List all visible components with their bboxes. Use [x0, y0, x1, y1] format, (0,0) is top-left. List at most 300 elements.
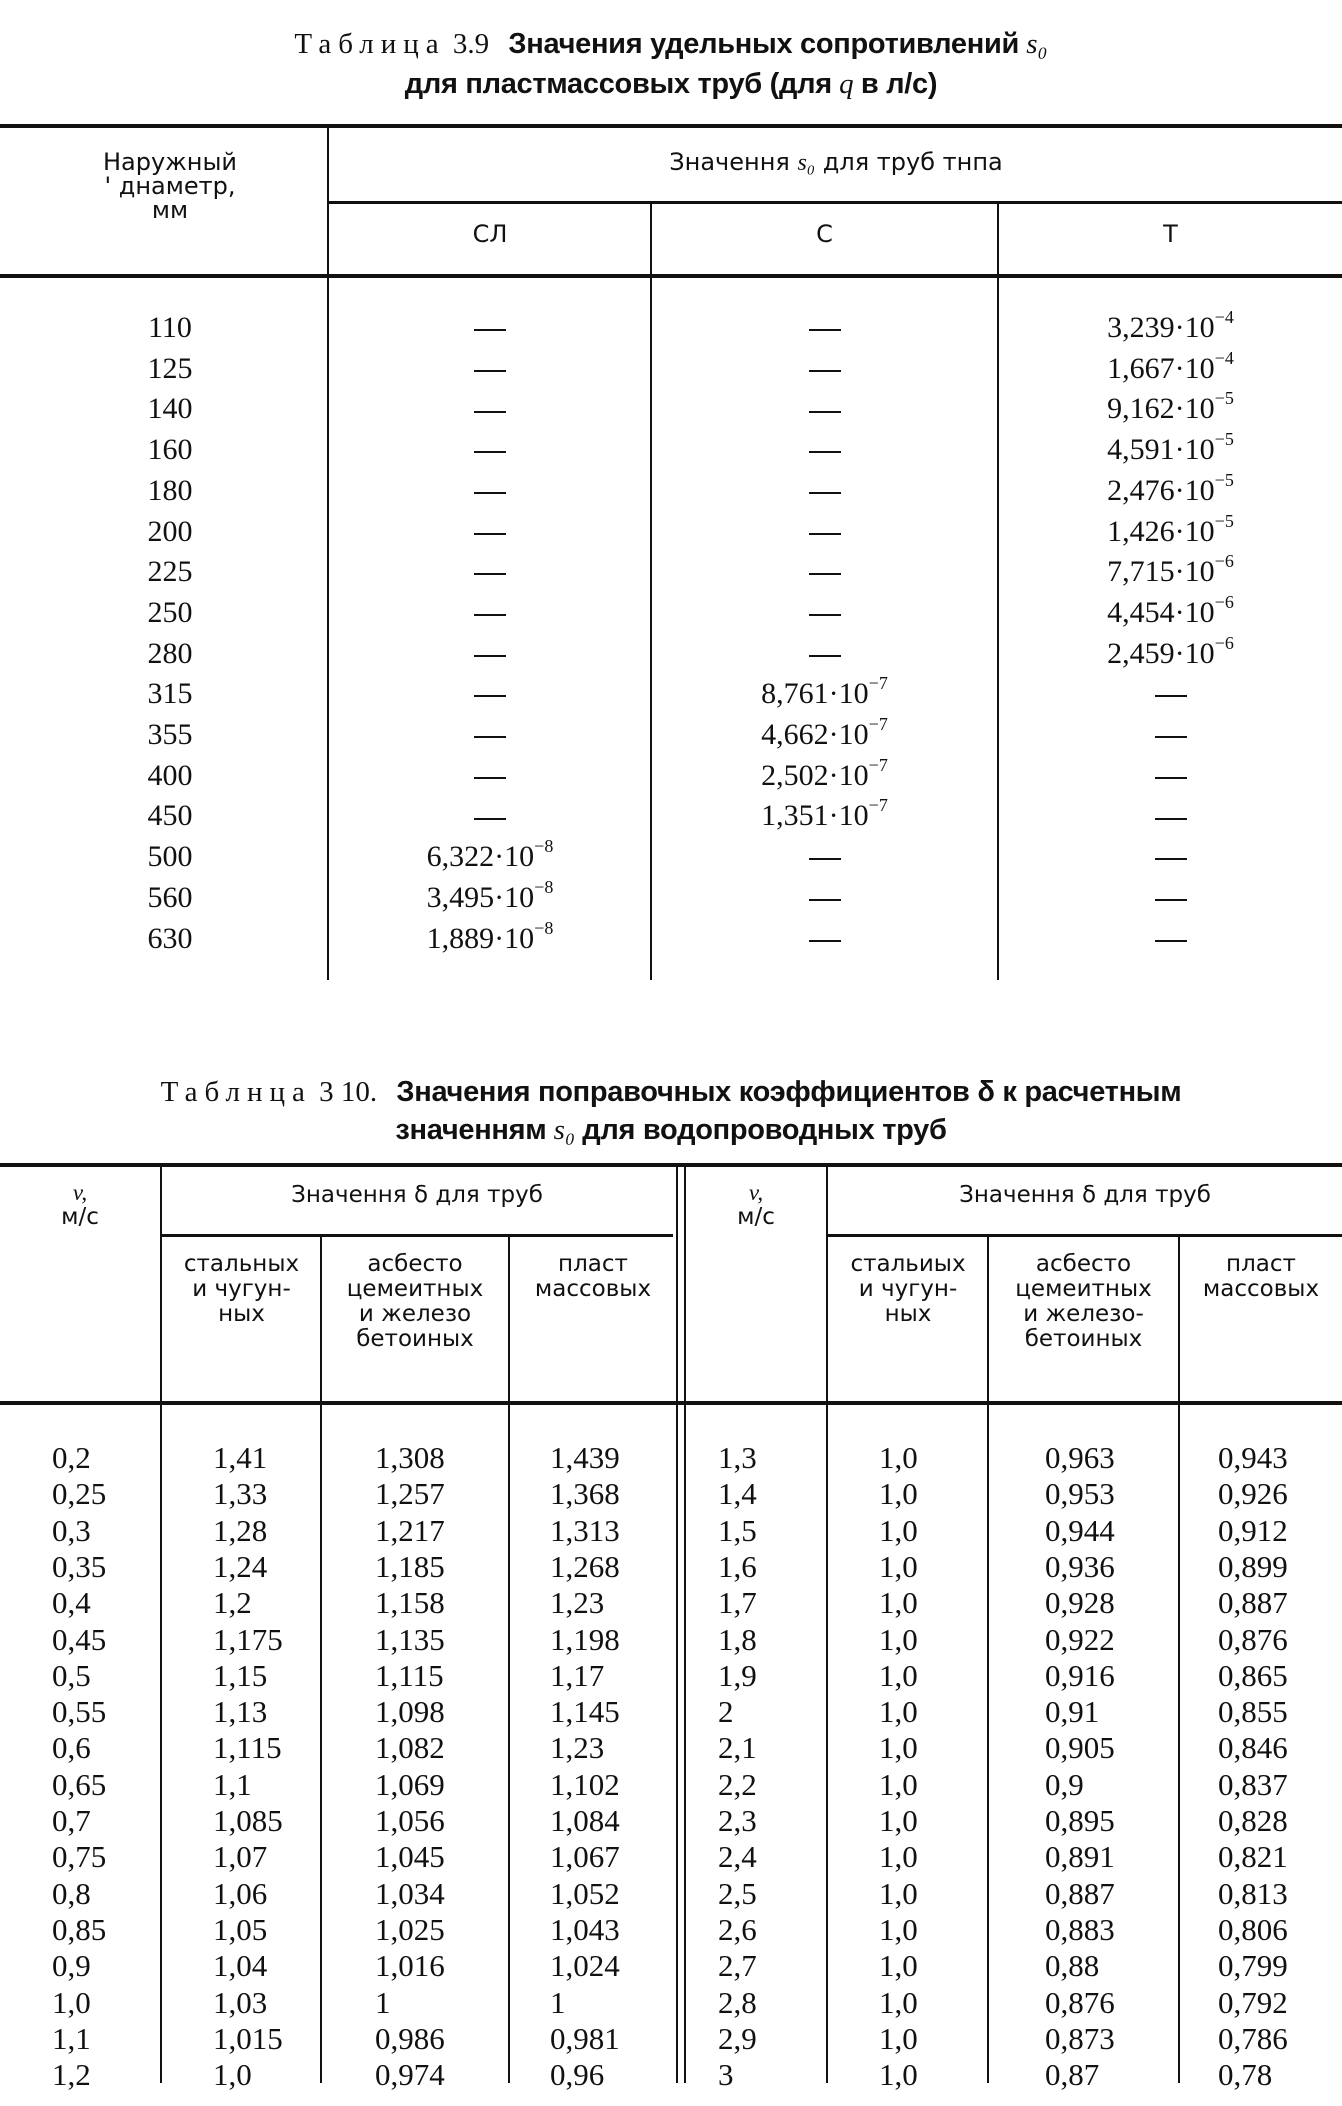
- plastic-cell: 1: [550, 1984, 566, 2020]
- plastic-cell: 1,102: [550, 1766, 620, 1802]
- t310-header-bottom-rule: [0, 1401, 1342, 1405]
- velocity-cell: 1,3: [718, 1440, 757, 1475]
- header-line: и железо-: [1023, 1301, 1144, 1327]
- t310-right-header-asbestos: [989, 1252, 1178, 1352]
- exponent: −8: [534, 876, 554, 897]
- plastic-cell: 1,268: [550, 1548, 620, 1584]
- empty-dash: [1155, 940, 1187, 942]
- asbestos-cell: 0,873: [1045, 2020, 1115, 2056]
- steel-cell: 1,28: [213, 1512, 268, 1548]
- type-sl-cell: [330, 878, 650, 919]
- asbestos-cell: 0,916: [1045, 1657, 1115, 1693]
- plastic-cell: 0,846: [1218, 1730, 1288, 1766]
- steel-cell: 1,33: [213, 1476, 268, 1512]
- steel-cell: 1,0: [879, 1440, 918, 1475]
- t310-left-header-asbestos: [322, 1252, 508, 1352]
- mantissa: 8,761·10: [761, 677, 869, 711]
- velocity-cell: 0,75: [52, 1839, 107, 1875]
- plastic-cell: 0,837: [1218, 1766, 1288, 1802]
- type-s-cell: [652, 756, 997, 797]
- steel-cell: 1,05: [213, 1911, 268, 1947]
- caption-title-line2-suffix: в л/с): [860, 68, 938, 100]
- steel-cell: 1,0: [879, 1766, 918, 1802]
- plastic-cell: 1,043: [550, 1911, 620, 1947]
- velocity-cell: 0,2: [52, 1440, 91, 1475]
- empty-dash: [474, 777, 506, 779]
- velocity-cell: 0,35: [52, 1548, 107, 1584]
- type-s-cell: [652, 674, 997, 715]
- steel-cell: 1,2: [213, 1585, 252, 1621]
- asbestos-cell: 0,953: [1045, 1476, 1115, 1512]
- velocity-cell: 1,1: [52, 2020, 91, 2056]
- velocity-cell: 1,5: [718, 1512, 757, 1548]
- plastic-cell: 0,981: [550, 2020, 620, 2056]
- plastic-cell: 1,23: [550, 1585, 605, 1621]
- t310-left-header-steel: [163, 1252, 320, 1327]
- steel-cell: 1,085: [213, 1803, 283, 1838]
- header-line: асбесто: [367, 1251, 463, 1277]
- empty-dash: [809, 614, 841, 616]
- empty-dash: [809, 533, 841, 535]
- plastic-cell: 0,813: [1218, 1875, 1288, 1911]
- header-line: и чугун-: [192, 1276, 291, 1302]
- empty-dash: [809, 940, 841, 942]
- mantissa: 3,239·10: [1107, 311, 1215, 344]
- velocity-cell: 2,1: [718, 1730, 757, 1766]
- plastic-cell: 0,865: [1218, 1657, 1288, 1693]
- plastic-cell: 0,926: [1218, 1476, 1288, 1512]
- type-t-cell: [999, 715, 1342, 756]
- steel-cell: 1,24: [213, 1548, 268, 1584]
- t310-right-divider-v: [826, 1165, 828, 2083]
- exponent: −4: [1214, 307, 1234, 327]
- asbestos-cell: 1,115: [375, 1657, 444, 1693]
- type-sl-cell: [330, 308, 650, 349]
- type-t-cell: [999, 389, 1342, 430]
- header-line: и железо: [358, 1301, 472, 1327]
- header-line: ных: [218, 1301, 265, 1327]
- asbestos-cell: 0,9: [1045, 1766, 1084, 1802]
- asbestos-cell: 0,986: [375, 2020, 445, 2056]
- empty-dash: [474, 370, 506, 372]
- mantissa: 6,322·10: [426, 840, 535, 874]
- asbestos-cell: 0,87: [1045, 2057, 1100, 2093]
- steel-cell: 1,0: [879, 1621, 918, 1657]
- exponent: −7: [868, 673, 888, 694]
- asbestos-cell: 0,91: [1045, 1694, 1100, 1730]
- diameter-cell: 280: [147, 636, 193, 670]
- header-line: цемеитных: [346, 1276, 484, 1302]
- header-line: массовых: [1202, 1276, 1320, 1302]
- diameter-cell: 355: [147, 718, 193, 751]
- steel-cell: 1,0: [879, 1657, 918, 1693]
- asbestos-cell: 1,045: [375, 1839, 445, 1875]
- type-s-cell: [652, 634, 997, 675]
- steel-cell: 1,07: [213, 1839, 268, 1875]
- steel-cell: 1,0: [879, 1875, 918, 1911]
- steel-cell: 1,41: [213, 1440, 268, 1475]
- plastic-cell: 0,96: [550, 2057, 605, 2093]
- t310-left-divider-v: [160, 1165, 162, 2083]
- velocity-cell: 0,4: [52, 1585, 91, 1621]
- type-sl-cell: [330, 715, 650, 756]
- t310-left-divider-2: [508, 1236, 510, 2083]
- velocity-cell: 0,3: [52, 1512, 91, 1548]
- mantissa: 9,162·10: [1107, 392, 1215, 426]
- velocity-cell: 0,65: [52, 1766, 107, 1802]
- diameter-cell: 450: [147, 799, 193, 833]
- empty-dash: [474, 492, 506, 494]
- type-t-cell: [999, 430, 1342, 471]
- t39-col-divider-1: [327, 126, 329, 980]
- mantissa: 1,889·10: [426, 921, 535, 955]
- type-sl-cell: [330, 430, 650, 471]
- asbestos-cell: 0,922: [1045, 1621, 1115, 1657]
- t39-header-diameter: [40, 150, 300, 222]
- empty-dash: [1155, 858, 1187, 860]
- t39-sub-rule: [328, 201, 1342, 204]
- caption-number: 3.9: [452, 28, 490, 60]
- type-sl-cell: [330, 552, 650, 593]
- type-t-cell: [999, 349, 1342, 390]
- t310-right-header-velocity: [686, 1180, 826, 1230]
- exponent: −6: [1214, 632, 1234, 653]
- exponent: −6: [1214, 591, 1234, 612]
- caption-number: 3 10.: [319, 1076, 378, 1108]
- asbestos-cell: 1,158: [375, 1585, 445, 1621]
- t310-right-header-plastic: [1180, 1252, 1342, 1302]
- velocity-unit: м/с: [61, 1204, 99, 1230]
- velocity-cell: 0,7: [52, 1803, 91, 1838]
- empty-dash: [1155, 777, 1187, 779]
- steel-cell: 1,0: [879, 2020, 918, 2056]
- header-line: асбесто: [1035, 1251, 1132, 1277]
- t310-double-divider-b: [684, 1165, 686, 2083]
- velocity-cell: 0,85: [52, 1911, 107, 1947]
- t310-sub-rule-left: [160, 1234, 673, 1237]
- diameter-cell: 160: [147, 433, 193, 467]
- plastic-cell: 0,943: [1218, 1440, 1288, 1475]
- caption-symbol: s₀: [553, 1114, 576, 1146]
- empty-dash: [474, 655, 506, 657]
- t310-right-header-group: Значення δ для труб: [959, 1182, 1211, 1208]
- t39-header-type-sl: СЛ: [472, 220, 508, 248]
- steel-cell: 1,0: [879, 1911, 918, 1947]
- type-sl-cell: [330, 756, 650, 797]
- type-sl-cell: [330, 919, 650, 960]
- type-t-cell: [999, 308, 1342, 349]
- velocity-cell: 2,2: [718, 1766, 757, 1802]
- caption-title-line2-suffix: для водопроводных труб: [582, 1114, 947, 1146]
- type-s-cell: [652, 471, 997, 512]
- empty-dash: [474, 533, 506, 535]
- type-sl-cell: [330, 512, 650, 553]
- exponent: −4: [1214, 347, 1234, 368]
- steel-cell: 1,0: [879, 1839, 918, 1875]
- type-sl-cell: [330, 389, 650, 430]
- plastic-cell: 1,024: [550, 1948, 620, 1984]
- velocity-cell: 2,8: [718, 1984, 757, 2020]
- velocity-cell: 1,4: [718, 1476, 757, 1512]
- type-t-cell: [999, 837, 1342, 878]
- header-line: пласт: [1226, 1251, 1296, 1277]
- type-t-cell: [999, 471, 1342, 512]
- steel-cell: 1,04: [213, 1948, 268, 1984]
- velocity-cell: 1,9: [718, 1657, 757, 1693]
- asbestos-cell: 0,963: [1045, 1440, 1115, 1475]
- table-3-10-caption-line2: [0, 1110, 1342, 1150]
- steel-cell: 1,175: [213, 1621, 283, 1657]
- diameter-cell: 630: [147, 921, 193, 955]
- velocity-cell: 0,25: [52, 1476, 107, 1512]
- mantissa: 4,662·10: [761, 718, 869, 751]
- plastic-cell: 1,198: [550, 1621, 620, 1657]
- empty-dash: [809, 573, 841, 575]
- type-sl-cell: [330, 593, 650, 634]
- exponent: −6: [1214, 551, 1234, 572]
- asbestos-cell: 1,308: [375, 1440, 445, 1475]
- t39-header-bottom-rule: [0, 274, 1342, 278]
- asbestos-cell: 1,257: [375, 1476, 445, 1512]
- t310-left-header-plastic: [510, 1252, 676, 1302]
- diameter-cell: 180: [147, 473, 193, 507]
- velocity-unit: м/с: [737, 1204, 775, 1230]
- mantissa: 4,591·10: [1107, 433, 1215, 467]
- exponent: −5: [1214, 429, 1234, 450]
- header-line: пласт: [558, 1251, 628, 1277]
- table-3-10-caption: [0, 1072, 1342, 1112]
- steel-cell: 1,0: [879, 1803, 918, 1838]
- plastic-cell: 0,799: [1218, 1948, 1288, 1984]
- header-line: массовых: [534, 1276, 652, 1302]
- header-line: ' днаметр,: [104, 172, 236, 200]
- type-sl-cell: [330, 837, 650, 878]
- mantissa: 4,454·10: [1107, 595, 1215, 629]
- asbestos-cell: 0,883: [1045, 1911, 1115, 1947]
- diameter-cell: 500: [147, 840, 193, 874]
- steel-cell: 1,0: [879, 1585, 918, 1621]
- asbestos-cell: 1,016: [375, 1948, 445, 1984]
- diameter-cell: 315: [147, 677, 193, 711]
- empty-dash: [809, 451, 841, 453]
- empty-dash: [1155, 736, 1187, 738]
- mantissa: 2,502·10: [761, 758, 869, 792]
- empty-dash: [474, 329, 506, 331]
- velocity-cell: 1,6: [718, 1548, 757, 1584]
- diameter-cell: 400: [147, 758, 193, 792]
- asbestos-cell: 0,895: [1045, 1803, 1115, 1838]
- velocity-cell: 1,7: [718, 1585, 757, 1621]
- caption-title-line1: Значения удельных сопротивлений: [508, 28, 1020, 60]
- asbestos-cell: 1,056: [375, 1803, 445, 1838]
- empty-dash: [809, 899, 841, 901]
- steel-cell: 1,13: [213, 1694, 268, 1730]
- type-s-cell: [652, 430, 997, 471]
- t310-right-divider-1: [987, 1236, 989, 2083]
- asbestos-cell: 0,876: [1045, 1984, 1115, 2020]
- velocity-cell: 0,8: [52, 1875, 91, 1911]
- empty-dash: [1155, 818, 1187, 820]
- empty-dash: [474, 451, 506, 453]
- plastic-cell: 1,368: [550, 1476, 620, 1512]
- velocity-cell: 0,9: [52, 1948, 91, 1984]
- type-sl-cell: [330, 634, 650, 675]
- steel-cell: 1,015: [213, 2020, 283, 2056]
- diameter-cell: 110: [148, 311, 192, 344]
- empty-dash: [1155, 695, 1187, 697]
- asbestos-cell: 1,082: [375, 1730, 445, 1766]
- velocity-cell: 2,6: [718, 1911, 757, 1947]
- plastic-cell: 0,887: [1218, 1585, 1288, 1621]
- plastic-cell: 0,912: [1218, 1512, 1288, 1548]
- t310-left-header-group: Значення δ для труб: [291, 1182, 543, 1208]
- plastic-cell: 0,821: [1218, 1839, 1288, 1875]
- velocity-cell: 1,8: [718, 1621, 757, 1657]
- asbestos-cell: 0,974: [375, 2057, 445, 2093]
- steel-cell: 1,06: [213, 1875, 268, 1911]
- type-s-cell: [652, 349, 997, 390]
- header-line: Наружный: [102, 148, 238, 176]
- caption-label: Таблица: [294, 28, 446, 60]
- velocity-symbol: v,: [72, 1180, 88, 1205]
- mantissa: 2,459·10: [1107, 636, 1215, 670]
- steel-cell: 1,03: [213, 1984, 268, 2020]
- asbestos-cell: 0,891: [1045, 1839, 1115, 1875]
- empty-dash: [809, 370, 841, 372]
- asbestos-cell: 0,88: [1045, 1948, 1100, 1984]
- empty-dash: [474, 695, 506, 697]
- asbestos-cell: 1,135: [375, 1621, 445, 1657]
- steel-cell: 1,0: [879, 1476, 918, 1512]
- exponent: −5: [1214, 388, 1234, 409]
- asbestos-cell: 1,025: [375, 1911, 445, 1947]
- header-line: ных: [884, 1301, 932, 1327]
- plastic-cell: 0,828: [1218, 1803, 1288, 1838]
- empty-dash: [474, 411, 506, 413]
- exponent: −5: [1214, 469, 1234, 490]
- diameter-cell: 200: [147, 514, 193, 548]
- header-line: мм: [151, 196, 189, 224]
- velocity-cell: 2,7: [718, 1948, 757, 1984]
- type-t-cell: [999, 878, 1342, 919]
- plastic-cell: 1,067: [550, 1839, 620, 1875]
- plastic-cell: 1,23: [550, 1730, 605, 1766]
- empty-dash: [474, 818, 506, 820]
- asbestos-cell: 0,936: [1045, 1548, 1115, 1584]
- type-s-cell: [652, 715, 997, 756]
- velocity-symbol: v,: [748, 1180, 764, 1205]
- exponent: −8: [534, 917, 554, 938]
- velocity-cell: 2,4: [718, 1839, 757, 1875]
- type-t-cell: [999, 674, 1342, 715]
- type-t-cell: [999, 634, 1342, 675]
- diameter-cell: 250: [147, 595, 193, 629]
- type-t-cell: [999, 593, 1342, 634]
- plastic-cell: 0,806: [1218, 1911, 1288, 1947]
- type-sl-cell: [330, 674, 650, 715]
- mantissa: 2,476·10: [1107, 473, 1215, 507]
- t310-double-divider-a: [676, 1165, 678, 2083]
- group-suffix: для труб тнпа: [822, 148, 1003, 176]
- type-s-cell: [652, 389, 997, 430]
- velocity-cell: 1,0: [52, 1984, 91, 2020]
- header-line: цемеитных: [1015, 1276, 1152, 1302]
- diameter-cell: 225: [147, 555, 193, 589]
- steel-cell: 1,0: [879, 1512, 918, 1548]
- empty-dash: [1155, 899, 1187, 901]
- exponent: −7: [868, 754, 888, 775]
- steel-cell: 1,0: [879, 2057, 918, 2093]
- velocity-cell: 0,5: [52, 1657, 91, 1693]
- mantissa: 1,426·10: [1107, 514, 1215, 548]
- exponent: −7: [868, 714, 888, 734]
- plastic-cell: 0,792: [1218, 1984, 1288, 2020]
- t310-top-rule: [0, 1163, 1342, 1167]
- diameter-cell: 560: [147, 880, 193, 914]
- steel-cell: 1,0: [879, 1984, 918, 2020]
- steel-cell: 1,0: [879, 1694, 918, 1730]
- t39-header-type-t: Т: [1163, 220, 1178, 248]
- steel-cell: 1,15: [213, 1657, 268, 1693]
- type-sl-cell: [330, 471, 650, 512]
- t39-header-group: [330, 150, 1342, 175]
- empty-dash: [474, 614, 506, 616]
- steel-cell: 1,1: [213, 1766, 252, 1802]
- exponent: −5: [1214, 510, 1234, 531]
- group-symbol: s₀: [797, 150, 816, 176]
- empty-dash: [474, 573, 506, 575]
- velocity-cell: 2,3: [718, 1803, 757, 1838]
- caption-title-line1: Значения поправочных коэффициентов δ к расчетным: [396, 1076, 1182, 1108]
- plastic-cell: 0,855: [1218, 1694, 1288, 1730]
- asbestos-cell: 0,887: [1045, 1875, 1115, 1911]
- steel-cell: 1,0: [879, 1730, 918, 1766]
- velocity-cell: 1,2: [52, 2057, 91, 2093]
- t39-header-type-s: С: [816, 220, 833, 248]
- type-s-cell: [652, 593, 997, 634]
- empty-dash: [809, 655, 841, 657]
- steel-cell: 1,0: [213, 2057, 252, 2093]
- header-line: бетоиных: [356, 1326, 474, 1352]
- asbestos-cell: 1,217: [375, 1512, 445, 1548]
- type-s-cell: [652, 552, 997, 593]
- velocity-cell: 0,6: [52, 1730, 91, 1766]
- caption-symbol: s₀: [1026, 28, 1048, 60]
- t310-left-divider-1: [320, 1236, 322, 2083]
- asbestos-cell: 1,034: [375, 1875, 445, 1911]
- plastic-cell: 0,899: [1218, 1548, 1288, 1584]
- type-s-cell: [652, 919, 997, 960]
- header-line: бетоиных: [1024, 1326, 1143, 1352]
- plastic-cell: 1,084: [550, 1803, 620, 1838]
- asbestos-cell: 1: [375, 1984, 391, 2020]
- t310-right-header-steel: [829, 1252, 987, 1327]
- steel-cell: 1,0: [879, 1548, 918, 1584]
- t39-top-rule: [0, 124, 1342, 128]
- type-s-cell: [652, 878, 997, 919]
- type-s-cell: [652, 512, 997, 553]
- table-3-9-caption: [0, 24, 1342, 64]
- type-t-cell: [999, 512, 1342, 553]
- empty-dash: [809, 329, 841, 331]
- asbestos-cell: 0,928: [1045, 1585, 1115, 1621]
- diameter-cell: 140: [147, 392, 193, 426]
- caption-title-line2-prefix: для пластмассовых труб (для: [404, 68, 832, 100]
- asbestos-cell: 1,185: [375, 1548, 445, 1584]
- velocity-cell: 2,9: [718, 2020, 757, 2056]
- exponent: −7: [868, 795, 888, 816]
- table-3-9-caption-line2: [0, 64, 1342, 104]
